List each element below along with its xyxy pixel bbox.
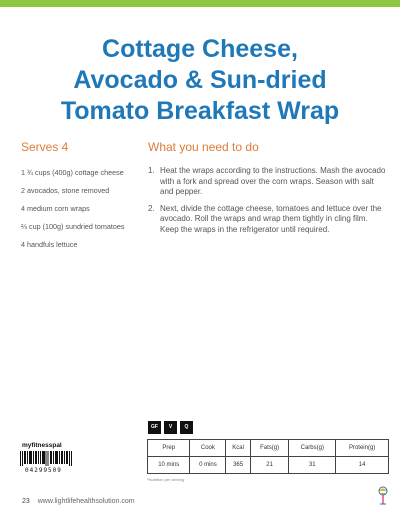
nutrition-value: 31	[289, 457, 336, 474]
method-steps	[148, 166, 388, 241]
ingredient-item: 4 medium corn wraps	[21, 204, 90, 213]
nutrition-table	[147, 439, 389, 474]
method-step	[148, 204, 388, 236]
vegetarian-badge: V	[164, 421, 177, 434]
ingredient-item: ⅔ cup (100g) sundried tomatoes	[21, 222, 125, 231]
nutrition-header: Cook	[190, 440, 226, 457]
quick-badge: Q	[180, 421, 193, 434]
ingredient-item: 4 handfuls lettuce	[21, 240, 78, 249]
nutrition-value: 21	[250, 457, 289, 474]
brand-logo-icon	[376, 486, 390, 506]
step-number: 1.	[148, 166, 155, 175]
ingredient-item: 1 ¾ cups (400g) cottage cheese	[21, 168, 124, 177]
nutrition-header: Kcal	[226, 440, 250, 457]
page-number: 23	[22, 498, 30, 505]
gluten-free-badge: GF	[148, 421, 161, 434]
title-line-2: Avocado & Sun-dried	[73, 66, 327, 94]
ingredients-list	[21, 168, 139, 258]
title-line-1: Cottage Cheese,	[102, 35, 298, 63]
step-text: Heat the wraps according to the instructions. Mash the avocado with a fork and spread over the corn wraps. Season with salt and pepper.	[160, 166, 386, 196]
nutrition-note: *Nutrition per serving	[147, 477, 185, 482]
page-footer	[22, 498, 135, 505]
nutrition-value-row	[148, 457, 389, 474]
method-step	[148, 166, 388, 198]
nutrition-header: Prep	[148, 440, 190, 457]
recipe-title	[0, 34, 400, 127]
step-text: Next, divide the cottage cheese, tomatoes and lettuce over the avocado. Roll the wraps and wrap them tightly in cling film. Keep the wraps in the refrigerator until required.	[160, 203, 382, 234]
nutrition-header: Carbs(g)	[289, 440, 336, 457]
nutrition-header-row	[148, 440, 389, 457]
website-link[interactable]: www.lightlifehealthsolution.com	[37, 498, 135, 505]
nutrition-header: Protein(g)	[336, 440, 389, 457]
title-line-3: Tomato Breakfast Wrap	[60, 97, 340, 125]
myfitnesspal-label: myfitnesspal	[22, 442, 62, 449]
method-heading: What you need to do	[148, 140, 259, 154]
barcode-icon	[20, 451, 72, 466]
barcode-number: 04299509	[25, 467, 62, 474]
step-number: 2.	[148, 203, 155, 213]
diet-badges	[148, 421, 193, 434]
nutrition-value: 10 mins	[148, 457, 190, 474]
nutrition-value: 365	[226, 457, 250, 474]
top-accent-bar	[0, 0, 400, 7]
nutrition-value: 14	[336, 457, 389, 474]
nutrition-header: Fats(g)	[250, 440, 289, 457]
ingredient-item: 2 avocados, stone removed	[21, 186, 110, 195]
nutrition-value: 0 mins	[190, 457, 226, 474]
serves-heading: Serves 4	[21, 140, 69, 154]
